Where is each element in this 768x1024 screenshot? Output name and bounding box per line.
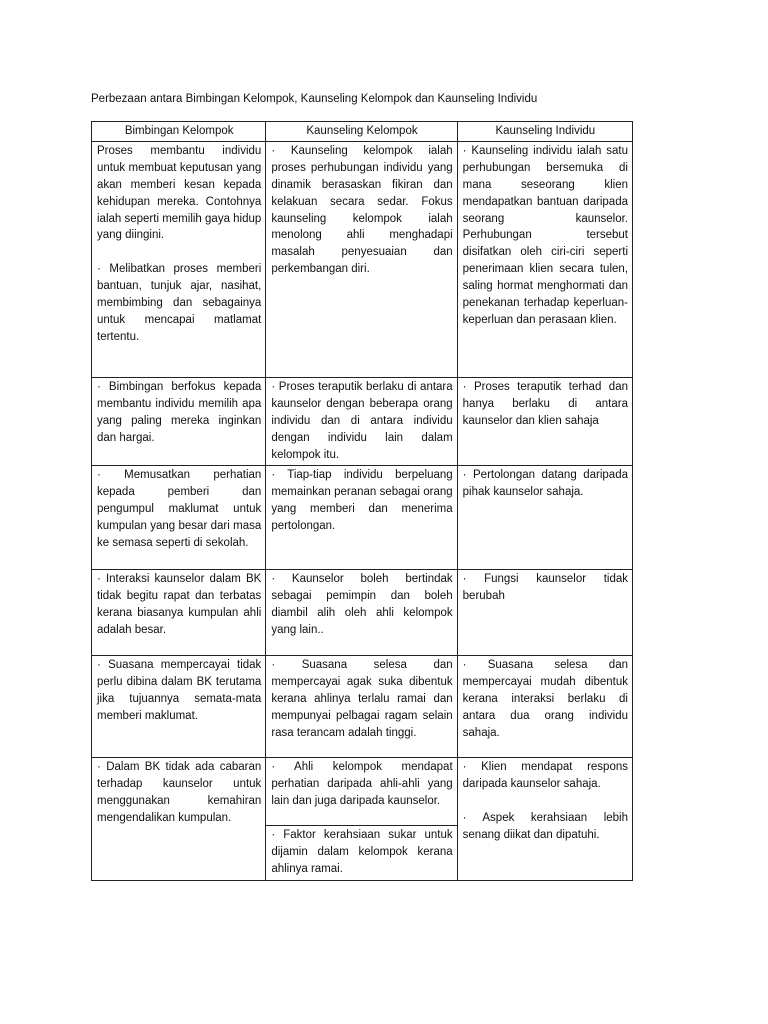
table-row <box>92 141 633 377</box>
header-bimbingan-kelompok: Bimbingan Kelompok <box>92 122 266 142</box>
table-cell-kaunseling-individu: · Proses teraputik terhad dan hanya berlaku di antara kaunselor dan klien sahaja <box>457 377 632 466</box>
table-cell-bimbingan: · Suasana mempercayai tidak perlu dibina dalam BK terutama jika tujuannya semata-mata memberi maklumat. <box>92 656 266 758</box>
table-row <box>92 377 633 466</box>
table-cell-kaunseling-kelompok: · Proses teraputik berlaku di antara kaunselor dengan beberapa orang individu dan di antara individu dengan individu lain dalam kelompok itu. <box>266 377 457 466</box>
table-cell-bimbingan: · Memusatkan perhatian kepada pemberi dan pengumpul maklumat untuk kumpulan yang besar dari masa ke semasa seperti di sekolah. <box>92 466 266 570</box>
table-cell-bimbingan: · Interaksi kaunselor dalam BK tidak begitu rapat dan terbatas kerana biasanya kumpulan ahli adalah besar. <box>92 570 266 656</box>
comparison-table <box>91 121 633 881</box>
table-row <box>92 570 633 656</box>
table-cell-kaunseling-kelompok: · Ahli kelompok mendapat perhatian daripada ahli-ahli yang lain dan juga daripada kaunselor. <box>266 758 457 826</box>
table-cell-kaunseling-individu: · Fungsi kaunselor tidak berubah <box>457 570 632 656</box>
header-kaunseling-individu: Kaunseling Individu <box>457 122 632 142</box>
table-cell-bimbingan <box>92 141 266 377</box>
table-cell-kaunseling-kelompok: · Tiap-tiap individu berpeluang memainkan peranan sebagai orang yang memberi dan menerima pertolongan. <box>266 466 457 570</box>
table-row <box>92 466 633 570</box>
cell-paragraph: · Klien mendapat respons daripada kaunselor sahaja. <box>462 761 628 791</box>
table-cell-kaunseling-kelompok: · Kaunselor boleh bertindak sebagai pemimpin dan boleh diambil alih oleh ahli kelompok yang lain.. <box>266 570 457 656</box>
table-cell-kaunseling-kelompok: · Suasana selesa dan mempercayai agak suka dibentuk kerana ahlinya terlalu ramai dan mempunyai pelbagai ragam selain rasa terancam adalah tinggi. <box>266 656 457 758</box>
document-title: Perbezaan antara Bimbingan Kelompok, Kaunseling Kelompok dan Kaunseling Individu <box>91 93 538 105</box>
table-cell-kaunseling-individu: · Pertolongan datang daripada pihak kaunselor sahaja. <box>457 466 632 570</box>
table-cell-kaunseling-kelompok: · Faktor kerahsiaan sukar untuk dijamin dalam kelompok kerana ahlinya ramai. <box>266 826 457 881</box>
table-row <box>92 656 633 758</box>
table-cell-kaunseling-individu <box>457 758 632 881</box>
table-cell-bimbingan: · Bimbingan berfokus kepada membantu individu memilih apa yang paling mereka inginkan dan hargai. <box>92 377 266 466</box>
cell-paragraph: · Aspek kerahsiaan lebih senang diikat dan dipatuhi. <box>462 812 628 842</box>
table-cell-kaunseling-individu: · Kaunseling individu ialah satu perhubungan bersemuka di mana seseorang klien mendapatkan bantuan daripada seorang kaunselor. Perhubungan tersebut disifatkan oleh ciri-ciri seperti penerimaan klien secara tulen, saling hormat menghormati dan penekanan terhadap keperluan-keperluan dan perasaan klien. <box>457 141 632 377</box>
table-row <box>92 758 633 826</box>
table-header-row <box>92 122 633 142</box>
cell-paragraph: Proses membantu individu untuk membuat keputusan yang akan memberi kesan kepada kehidupan mereka. Contohnya ialah seperti memilih gaya hidup yang diingini. <box>97 144 262 242</box>
table-cell-kaunseling-kelompok: · Kaunseling kelompok ialah proses perhubungan individu yang dinamik berasaskan fikiran dan kelakuan secara sedar. Fokus kaunseling kelompok ialah menolong ahli menghadapi masalah penyesuaian dan perkembangan diri. <box>266 141 457 377</box>
table-cell-kaunseling-individu: · Suasana selesa dan mempercayai mudah dibentuk kerana interaksi berlaku di antara dua orang individu sahaja. <box>457 656 632 758</box>
cell-paragraph: · Melibatkan proses memberi bantuan, tunjuk ajar, nasihat, membimbing dan sebagainya untuk mencapai matlamat tertentu. <box>97 263 262 343</box>
header-kaunseling-kelompok: Kaunseling Kelompok <box>266 122 457 142</box>
table-cell-bimbingan: · Dalam BK tidak ada cabaran terhadap kaunselor untuk menggunakan kemahiran mengendalikan kumpulan. <box>92 758 266 881</box>
